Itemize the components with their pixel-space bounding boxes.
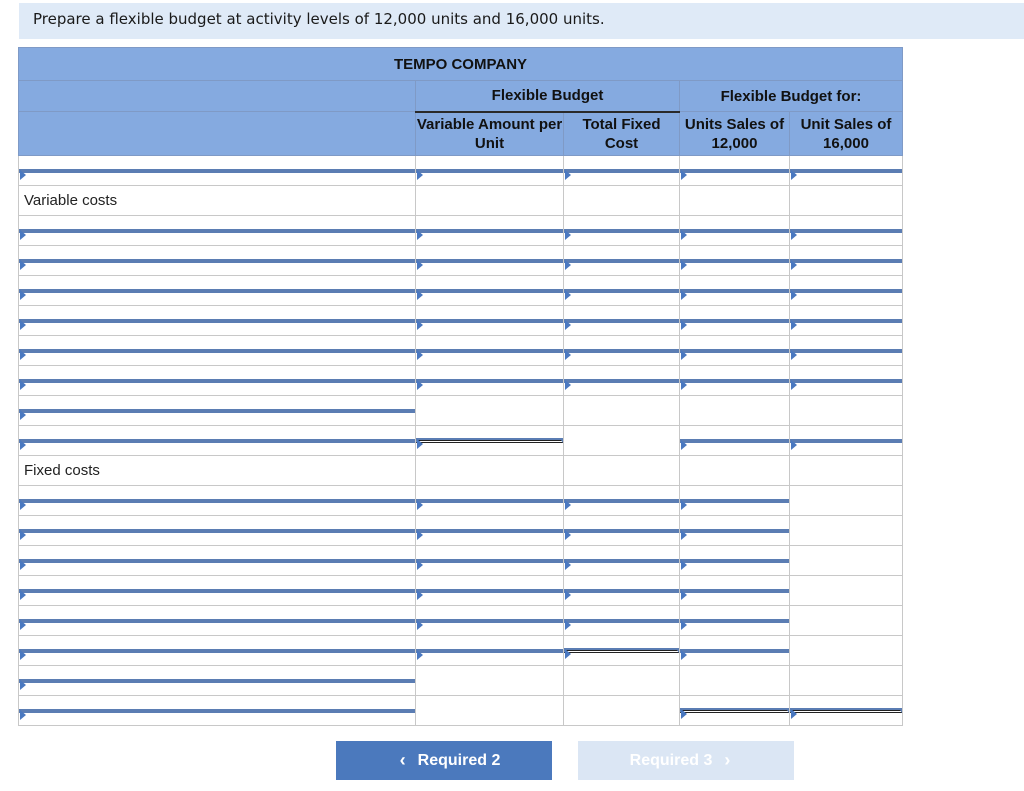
empty-cell <box>564 426 680 456</box>
total-fixed-cell <box>564 306 680 336</box>
variable-amount-input[interactable] <box>416 289 563 293</box>
units-12000-cell <box>680 516 790 546</box>
header-blank <box>19 112 416 156</box>
units-12000-input[interactable] <box>680 439 789 443</box>
units-12000-input[interactable] <box>680 529 789 533</box>
variable-amount-cell <box>416 216 564 246</box>
table-row <box>19 216 903 246</box>
units-12000-input[interactable] <box>680 229 789 233</box>
units-16000-input[interactable] <box>790 259 902 263</box>
col-variable-amount-header: Variable Amount per Unit <box>416 112 564 156</box>
table-row <box>19 636 903 666</box>
fixed-cost-name-input[interactable] <box>19 589 415 593</box>
variable-amount-input[interactable] <box>416 169 563 173</box>
row-label-cell <box>19 636 416 666</box>
row-label-cell <box>19 336 416 366</box>
variable-amount-input[interactable] <box>416 319 563 323</box>
empty-cell <box>790 576 903 606</box>
required-2-label: Required 2 <box>417 751 501 769</box>
required-3-label: Required 3 <box>629 751 713 769</box>
total-fixed-input[interactable] <box>564 169 679 173</box>
total-fixed-cell <box>564 156 680 186</box>
table-row <box>19 246 903 276</box>
row-label-cell <box>19 606 416 636</box>
required-2-button[interactable] <box>336 741 552 780</box>
total-fixed-input[interactable] <box>564 259 679 263</box>
variable-amount-input[interactable] <box>416 589 563 593</box>
variable-amount-cell <box>416 516 564 546</box>
variable-amount-cell <box>416 336 564 366</box>
row-label-cell <box>19 306 416 336</box>
total-fixed-cell <box>564 366 680 396</box>
total-fixed-input[interactable] <box>564 619 679 623</box>
variable-amount-cell <box>416 306 564 336</box>
units-12000-input[interactable] <box>680 619 789 623</box>
units-12000-input[interactable] <box>680 559 789 563</box>
total-fixed-input[interactable] <box>564 529 679 533</box>
units-16000-input[interactable] <box>790 349 902 353</box>
units-16000-cell <box>790 366 903 396</box>
row-label-cell <box>19 426 416 456</box>
variable-amount-cell <box>416 636 564 666</box>
total-fixed-cell <box>564 576 680 606</box>
units-16000-cell <box>790 426 903 456</box>
total-fixed-cell <box>564 276 680 306</box>
row-label-cell <box>19 696 416 726</box>
total-fixed-cell <box>564 606 680 636</box>
row-label-cell <box>19 486 416 516</box>
units-12000-cell <box>680 306 790 336</box>
units-12000-cell <box>680 636 790 666</box>
total-costs-label-input[interactable] <box>19 709 415 713</box>
variable-amount-cell <box>416 366 564 396</box>
col-units-12000-header: Units Sales of 12,000 <box>680 112 790 156</box>
total-fixed-cell <box>564 516 680 546</box>
variable-cost-name-input[interactable] <box>19 289 415 293</box>
variable-amount-cell <box>416 426 564 456</box>
total-fixed-cell <box>564 336 680 366</box>
units-16000-cell <box>790 156 903 186</box>
variable-amount-cell <box>416 576 564 606</box>
variable-amount-input[interactable] <box>416 229 563 233</box>
row-label-cell <box>19 216 416 246</box>
units-12000-input[interactable] <box>680 379 789 383</box>
variable-amount-input[interactable] <box>416 349 563 353</box>
units-16000-cell <box>790 696 903 726</box>
variable-cost-name-input[interactable] <box>19 259 415 263</box>
row-label-cell <box>19 276 416 306</box>
units-12000-cell <box>680 696 790 726</box>
empty-cell <box>416 666 564 696</box>
row-label-input[interactable] <box>19 679 415 683</box>
units-12000-cell <box>680 216 790 246</box>
units-12000-cell <box>680 426 790 456</box>
flexible-budget-for-group-header: Flexible Budget for: <box>680 81 903 112</box>
units-12000-cell <box>680 276 790 306</box>
table-row <box>19 606 903 636</box>
empty-cell <box>564 186 680 216</box>
empty-cell <box>416 396 564 426</box>
units-16000-cell <box>790 246 903 276</box>
table-row <box>19 576 903 606</box>
fixed-cost-name-input[interactable] <box>19 619 415 623</box>
units-12000-cell <box>680 606 790 636</box>
units-16000-cell <box>790 336 903 366</box>
table-row <box>19 486 903 516</box>
table-row <box>19 276 903 306</box>
row-label-cell <box>19 576 416 606</box>
total-units-12000-input[interactable] <box>680 708 789 713</box>
table-row <box>19 546 903 576</box>
units-12000-cell <box>680 156 790 186</box>
section-row-variable-costs <box>19 186 903 216</box>
units-16000-cell <box>790 306 903 336</box>
empty-cell <box>790 636 903 666</box>
units-16000-input[interactable] <box>790 319 902 323</box>
empty-cell <box>790 396 903 426</box>
fixed-costs-label: Fixed costs <box>24 461 100 479</box>
variable-amount-cell <box>416 606 564 636</box>
section-row-fixed-costs <box>19 456 903 486</box>
total-variable-amount-input[interactable] <box>416 438 563 443</box>
total-fixed-input[interactable] <box>564 289 679 293</box>
variable-cost-name-input[interactable] <box>19 319 415 323</box>
table-row <box>19 366 903 396</box>
total-fixed-input[interactable] <box>564 379 679 383</box>
variable-amount-input[interactable] <box>416 649 563 653</box>
company-name: TEMPO COMPANY <box>19 48 903 81</box>
total-variable-costs-row <box>19 426 903 456</box>
units-12000-input[interactable] <box>680 349 789 353</box>
variable-amount-cell <box>416 276 564 306</box>
variable-cost-name-input[interactable] <box>19 349 415 353</box>
total-fixed-cell <box>564 246 680 276</box>
fixed-cost-name-input[interactable] <box>19 559 415 563</box>
units-12000-input[interactable] <box>680 259 789 263</box>
total-fixed-cell <box>564 546 680 576</box>
units-12000-cell <box>680 546 790 576</box>
question-prompt: Prepare a flexible budget at activity levels of 12,000 units and 16,000 units. <box>33 10 605 28</box>
units-16000-cell <box>790 216 903 246</box>
flexible-budget-group-header: Flexible Budget <box>416 81 680 112</box>
variable-amount-cell <box>416 246 564 276</box>
variable-amount-input[interactable] <box>416 619 563 623</box>
empty-cell <box>416 696 564 726</box>
variable-costs-label: Variable costs <box>24 191 118 209</box>
units-16000-input[interactable] <box>790 229 902 233</box>
row-label-cell <box>19 546 416 576</box>
table-row <box>19 336 903 366</box>
chevron-left-icon: ‹ <box>399 750 406 770</box>
total-costs-row <box>19 696 903 726</box>
empty-cell <box>680 456 790 486</box>
empty-cell <box>416 186 564 216</box>
row-label-cell <box>19 366 416 396</box>
empty-cell <box>790 186 903 216</box>
empty-cell <box>790 666 903 696</box>
total-fixed-input[interactable] <box>564 648 679 653</box>
empty-cell <box>680 666 790 696</box>
question-prompt-bar <box>19 3 1024 39</box>
total-fixed-input[interactable] <box>564 319 679 323</box>
units-16000-input[interactable] <box>790 169 902 173</box>
total-fixed-input[interactable] <box>564 349 679 353</box>
row-label-cell <box>19 666 416 696</box>
row-label-cell <box>19 516 416 546</box>
units-16000-input[interactable] <box>790 289 902 293</box>
units-12000-cell <box>680 576 790 606</box>
row-label-cell <box>19 156 416 186</box>
units-12000-input[interactable] <box>680 649 789 653</box>
total-fixed-input[interactable] <box>564 589 679 593</box>
variable-amount-cell <box>416 486 564 516</box>
units-12000-input[interactable] <box>680 169 789 173</box>
variable-amount-cell <box>416 156 564 186</box>
units-12000-cell <box>680 486 790 516</box>
table-row <box>19 666 903 696</box>
empty-cell <box>564 666 680 696</box>
units-12000-input[interactable] <box>680 589 789 593</box>
header-blank <box>19 81 416 112</box>
variable-costs-label-cell <box>19 186 416 216</box>
fixed-cost-name-input[interactable] <box>19 529 415 533</box>
units-12000-cell <box>680 336 790 366</box>
variable-amount-cell <box>416 546 564 576</box>
fixed-cost-name-input[interactable] <box>19 649 415 653</box>
variable-cost-name-input[interactable] <box>19 229 415 233</box>
variable-cost-name-input[interactable] <box>19 379 415 383</box>
empty-cell <box>680 396 790 426</box>
empty-cell <box>564 696 680 726</box>
empty-cell <box>680 186 790 216</box>
row-label-cell <box>19 396 416 426</box>
units-12000-input[interactable] <box>680 319 789 323</box>
total-fixed-cell <box>564 636 680 666</box>
empty-cell <box>790 516 903 546</box>
table-row <box>19 516 903 546</box>
variable-amount-input[interactable] <box>416 499 563 503</box>
fixed-costs-label-cell <box>19 456 416 486</box>
header-row-company <box>19 48 903 81</box>
variable-amount-input[interactable] <box>416 559 563 563</box>
table-row <box>19 156 903 186</box>
header-row-columns <box>19 112 903 156</box>
empty-cell <box>416 456 564 486</box>
total-fixed-input[interactable] <box>564 229 679 233</box>
row-label-cell <box>19 246 416 276</box>
total-units-16000-input[interactable] <box>790 708 902 713</box>
empty-cell <box>790 486 903 516</box>
units-12000-input[interactable] <box>680 499 789 503</box>
units-16000-input[interactable] <box>790 439 902 443</box>
units-12000-input[interactable] <box>680 289 789 293</box>
units-16000-cell <box>790 276 903 306</box>
units-12000-cell <box>680 246 790 276</box>
total-fixed-input[interactable] <box>564 499 679 503</box>
units-16000-input[interactable] <box>790 379 902 383</box>
units-12000-cell <box>680 366 790 396</box>
variable-amount-input[interactable] <box>416 529 563 533</box>
variable-amount-input[interactable] <box>416 259 563 263</box>
empty-cell <box>790 456 903 486</box>
total-fixed-cell <box>564 486 680 516</box>
required-3-button[interactable] <box>578 741 794 780</box>
header-row-groups <box>19 81 903 112</box>
empty-cell <box>790 546 903 576</box>
total-variable-costs-label-input[interactable] <box>19 439 415 443</box>
total-fixed-cell <box>564 216 680 246</box>
variable-amount-input[interactable] <box>416 379 563 383</box>
empty-cell <box>564 396 680 426</box>
col-total-fixed-header: Total Fixed Cost <box>564 112 680 156</box>
total-fixed-input[interactable] <box>564 559 679 563</box>
row-label-input[interactable] <box>19 169 415 173</box>
fixed-cost-name-input[interactable] <box>19 499 415 503</box>
col-units-16000-header: Unit Sales of 16,000 <box>790 112 903 156</box>
row-label-input[interactable] <box>19 409 415 413</box>
empty-cell <box>790 606 903 636</box>
table-row <box>19 396 903 426</box>
flexible-budget-table <box>18 47 903 726</box>
table-row <box>19 306 903 336</box>
empty-cell <box>564 456 680 486</box>
chevron-right-icon: › <box>724 750 731 770</box>
